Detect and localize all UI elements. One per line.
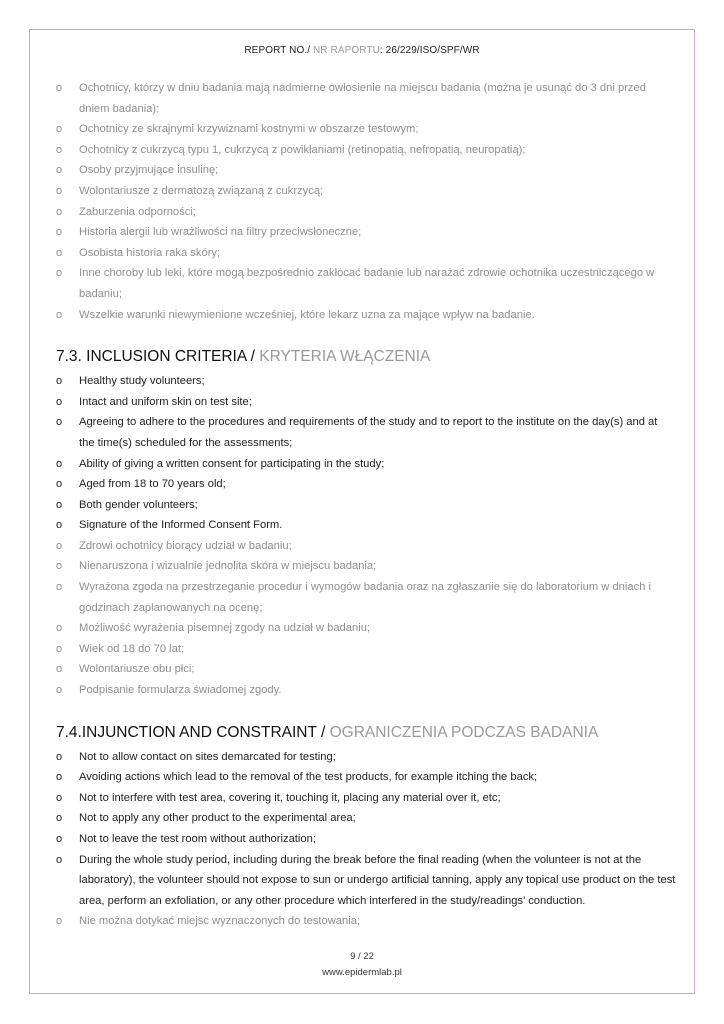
list-item <box>56 850 676 912</box>
bullet-marker: o <box>56 642 63 655</box>
list-item-text: Not to allow contact on sites demarcated for testing; <box>79 750 336 763</box>
list-item-text: Inne choroby lub leki, które mogą bezpośrednio zakłócać badanie lub narażać zdrowie ochotnika uczestniczącego w badaniu; <box>79 267 655 300</box>
bullet-marker: o <box>56 375 63 388</box>
bullet-marker: o <box>56 246 63 259</box>
list-item-text: Wiek od 18 do 70 lat; <box>79 642 185 655</box>
list-item-text: Intact and uniform skin on test site; <box>79 395 252 408</box>
list-item <box>56 140 676 161</box>
bullet-marker: o <box>56 226 63 239</box>
list-item <box>56 515 676 536</box>
page-number: 9 / 22 <box>350 951 374 962</box>
list-item <box>56 495 676 516</box>
section-7-3-title-en: 7.3. INCLUSION CRITERIA / <box>56 348 255 366</box>
exclusion-criteria-pl-list <box>56 78 676 325</box>
bullet-marker: o <box>56 308 63 321</box>
list-item-text: During the whole study period, including during the break before the final reading (when the volunteer is not at the laboratory), the volunteer should not expose to sun or undergo artificial tanning, apply any topical use product on the test area, perform an exfoliation, or any other procedure which interfered in the study/readings’ conduction. <box>79 853 676 907</box>
list-item-text: Zaburzenia odporności; <box>79 205 196 218</box>
section-7-3-title <box>56 348 676 366</box>
bullet-marker: o <box>56 771 63 784</box>
bullet-marker: o <box>56 663 63 676</box>
list-item-text: Podpisanie formularza świadomej zgody. <box>79 684 282 697</box>
list-item <box>56 747 676 768</box>
bullet-marker: o <box>56 539 63 552</box>
report-no-label-pl: NR RAPORTU <box>310 45 380 56</box>
list-item-text: Ochotnicy, którzy w dniu badania mają nadmierne owłosienie na miejscu badania (można je usunąć do 3 dni przed dniem badania); <box>79 82 646 115</box>
bullet-marker: o <box>56 82 63 94</box>
list-item-text: Zdrowi ochotnicy biorący udział w badaniu; <box>79 539 292 552</box>
list-item <box>56 788 676 809</box>
list-item <box>56 808 676 829</box>
list-item <box>56 474 676 495</box>
bullet-marker: o <box>56 519 63 532</box>
list-item <box>56 222 676 243</box>
list-item <box>56 639 676 660</box>
bullet-marker: o <box>56 560 63 573</box>
list-item-text: Wolontariusze z dermatozą związaną z cukrzycą; <box>79 184 324 197</box>
bullet-marker: o <box>56 791 63 804</box>
bullet-marker: o <box>56 498 63 511</box>
bullet-marker: o <box>56 581 63 594</box>
list-item-text: Signature of the Informed Consent Form. <box>79 519 283 532</box>
bullet-marker: o <box>56 123 63 136</box>
section-7-3-title-pl: KRYTERIA WŁĄCZENIA <box>254 348 431 366</box>
bullet-marker: o <box>56 478 63 491</box>
list-item-text: Not to interfere with test area, covering it, touching it, placing any material over it, etc; <box>79 791 501 804</box>
list-item-text: Not to leave the test room without authorization; <box>79 833 316 845</box>
bullet-marker: o <box>56 267 63 280</box>
list-item-text: Nienaruszona i wizualnie jednolita skóra w miejscu badania; <box>79 560 377 573</box>
page-content <box>56 78 676 932</box>
list-item-text: Wolontariusze obu płci; <box>79 663 195 676</box>
bullet-marker: o <box>56 164 63 177</box>
list-item-text: Aged from 18 to 70 years old; <box>79 478 226 491</box>
list-item-text: Avoiding actions which lead to the removal of the test products, for example itching the back; <box>79 771 538 784</box>
report-number: : 26/229/ISO/SPF/WR <box>379 45 480 56</box>
list-item-text: Osobista historia raka skóry; <box>79 246 221 259</box>
list-item-text: Nie można dotykać miejsc wyznaczonych do testowania; <box>79 915 361 928</box>
list-item <box>56 181 676 202</box>
list-item <box>56 454 676 475</box>
list-item-text: Both gender volunteers; <box>79 498 198 511</box>
inclusion-criteria-en-list <box>56 371 676 536</box>
bullet-marker: o <box>56 812 63 825</box>
list-item-text: Ability of giving a written consent for participating in the study; <box>79 457 385 470</box>
list-item-text: Not to apply any other product to the experimental area; <box>79 812 356 825</box>
list-item <box>56 371 676 392</box>
bullet-marker: o <box>56 416 63 429</box>
list-item <box>56 659 676 680</box>
list-item <box>56 160 676 181</box>
list-item <box>56 680 676 701</box>
list-item <box>56 119 676 140</box>
report-header <box>0 45 724 56</box>
list-item-text: Historia alergii lub wrażliwości na filtry przeciwsłoneczne; <box>79 226 362 239</box>
list-item <box>56 536 676 557</box>
list-item <box>56 263 676 304</box>
list-item <box>56 202 676 223</box>
list-item <box>56 618 676 639</box>
list-item <box>56 829 676 850</box>
list-item-text: Healthy study volunteers; <box>79 375 205 388</box>
section-7-4-title-pl: OGRANICZENIA PODCZAS BADANIA <box>325 723 599 741</box>
list-item-text: Agreeing to adhere to the procedures and requirements of the study and to report to the institute on the day(s) and at the time(s) scheduled for the assessments; <box>79 416 658 449</box>
bullet-marker: o <box>56 833 63 845</box>
list-item-text: Możliwość wyrażenia pisemnej zgody na udział w badaniu; <box>79 622 371 635</box>
list-item <box>56 243 676 264</box>
report-no-label: REPORT NO./ <box>244 45 311 56</box>
inclusion-criteria-pl-list <box>56 536 676 701</box>
bullet-marker: o <box>56 684 63 697</box>
bullet-marker: o <box>56 205 63 218</box>
footer-website: www.epidermlab.pl <box>322 967 402 978</box>
list-item <box>56 556 676 577</box>
list-item-text: Ochotnicy ze skrajnymi krzywiznami kostnymi w obszarze testowym; <box>79 123 419 136</box>
constraints-pl-list <box>56 911 676 932</box>
list-item <box>56 392 676 413</box>
section-7-4-title-en: 7.4.INJUNCTION AND CONSTRAINT / <box>56 723 326 741</box>
constraints-en-list <box>56 747 676 912</box>
bullet-marker: o <box>56 853 63 866</box>
list-item <box>56 577 676 618</box>
bullet-marker: o <box>56 750 63 763</box>
list-item-text: Wszelkie warunki niewymienione wcześniej, które lekarz uzna za mające wpływ na badanie. <box>79 308 535 321</box>
list-item <box>56 78 676 119</box>
list-item <box>56 767 676 788</box>
list-item-text: Wyrażona zgoda na przestrzeganie procedur i wymogów badania oraz na zgłaszanie się do laboratorium w dniach i godzinach zaplanowanych na ocenę; <box>79 581 652 614</box>
bullet-marker: o <box>56 457 63 470</box>
section-7-4-title <box>56 724 676 742</box>
bullet-marker: o <box>56 622 63 635</box>
bullet-marker: o <box>56 184 63 197</box>
list-item-text: Osoby przyjmujące insulinę; <box>79 164 219 177</box>
bullet-marker: o <box>56 915 63 928</box>
bullet-marker: o <box>56 395 63 408</box>
bullet-marker: o <box>56 143 63 156</box>
list-item <box>56 911 676 932</box>
list-item <box>56 412 676 453</box>
list-item <box>56 305 676 326</box>
list-item-text: Ochotnicy z cukrzycą typu 1, cukrzycą z powikłaniami (retinopatią, nefropatią, neuropatią); <box>79 143 526 156</box>
